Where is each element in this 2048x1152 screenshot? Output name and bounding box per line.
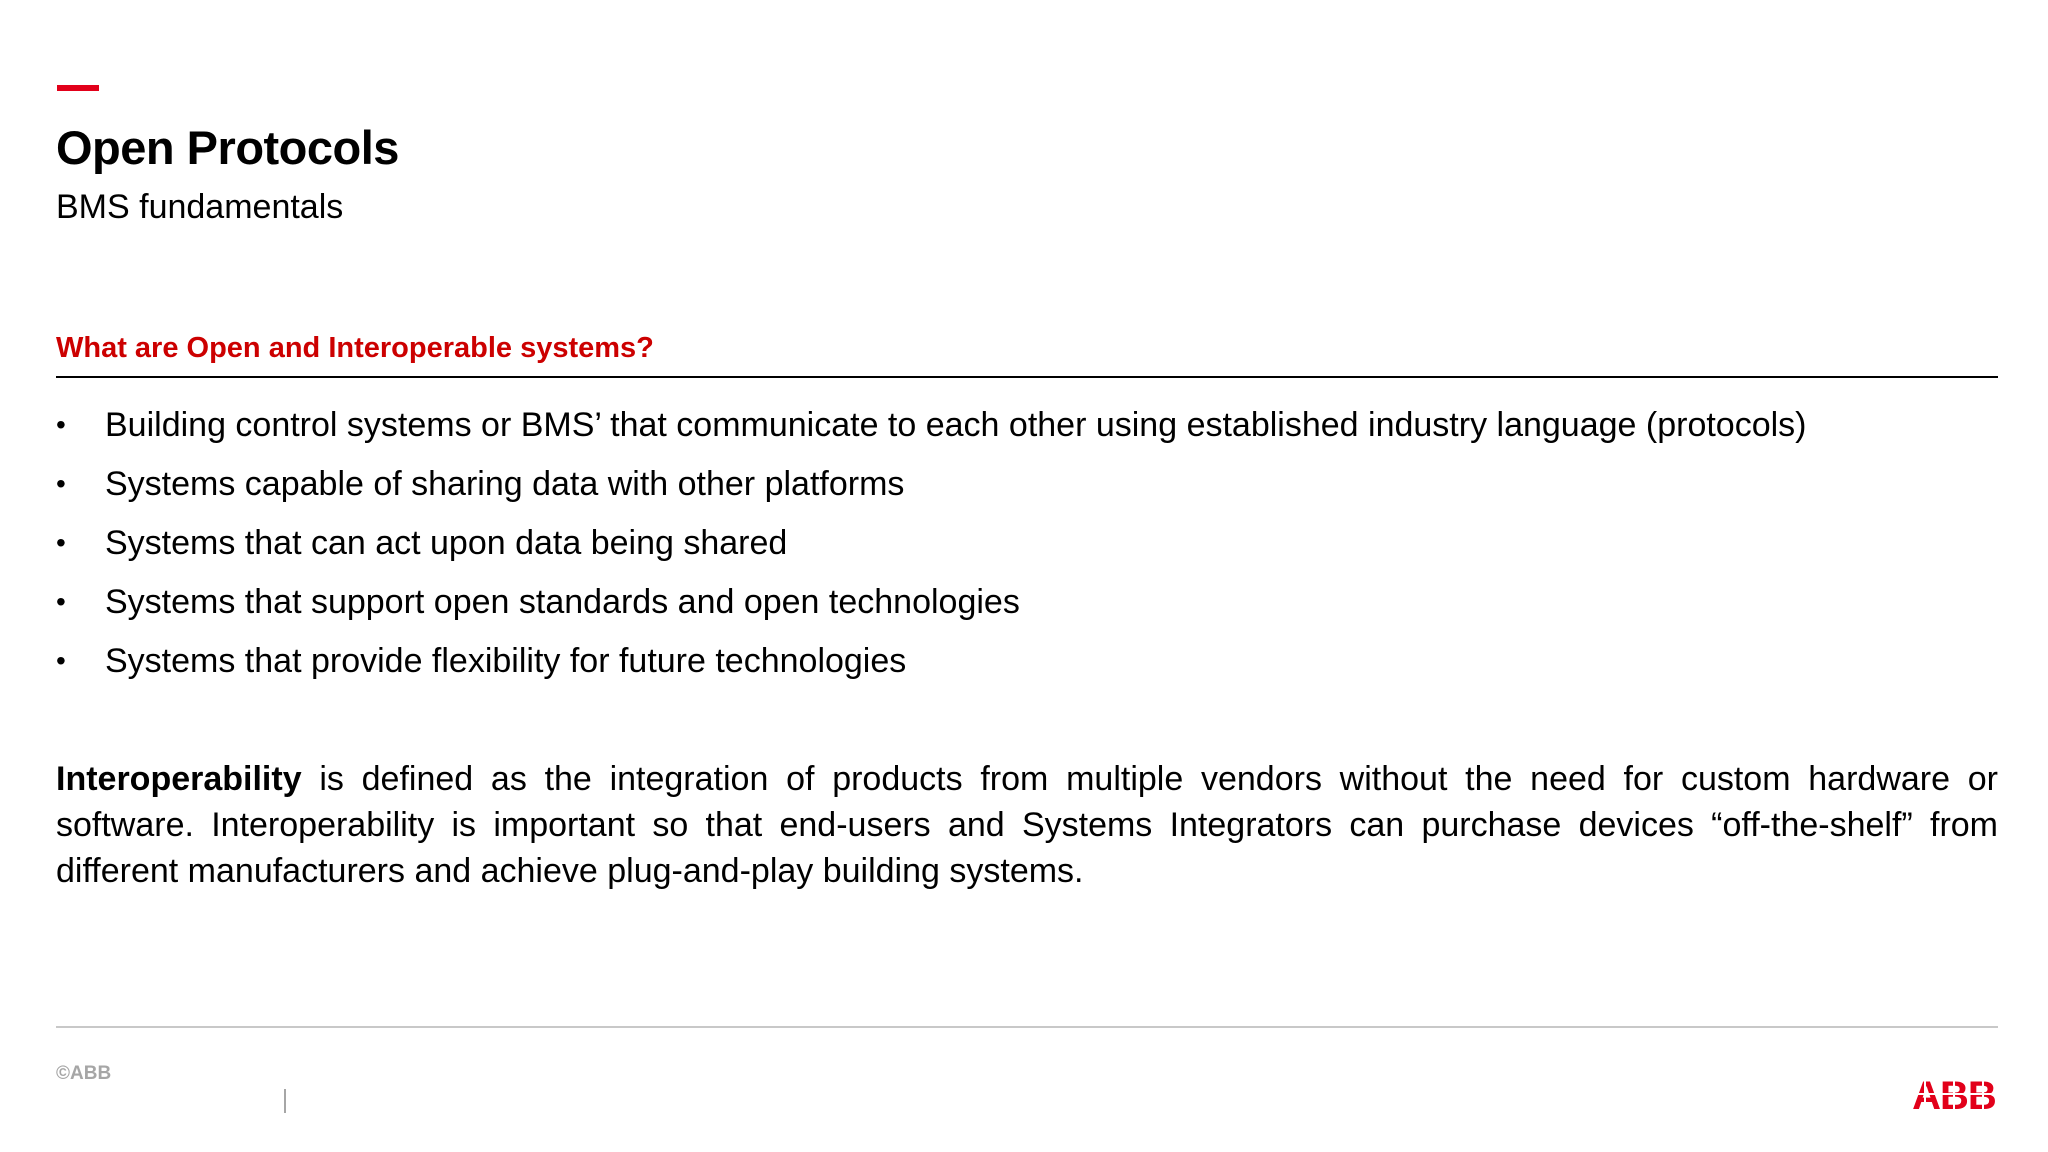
- copyright-notice: ©ABB: [56, 1063, 112, 1084]
- slide-title: Open Protocols: [56, 121, 399, 174]
- bullet-item: [56, 578, 1807, 637]
- footer-divider: [56, 1026, 1998, 1028]
- definition-term: Interoperability: [56, 760, 302, 798]
- accent-dash: [57, 85, 99, 91]
- definition-text: is defined as the integration of products from multiple vendors without the need for custom hardware or software. Interoperability is important so that end-users and Systems Integrators can purchase devices “off-the-shelf” from different manufacturers and achieve plug-and-play building systems.: [56, 760, 1998, 890]
- bullet-list: [56, 401, 1807, 696]
- bullet-item: [56, 637, 1807, 696]
- slide-subtitle: BMS fundamentals: [56, 188, 344, 226]
- bullet-item: [56, 401, 1807, 460]
- bullet-text: Building control systems or BMS’ that communicate to each other using established industry language (protocols): [105, 406, 1807, 444]
- bullet-text: Systems that provide flexibility for future technologies: [105, 642, 907, 680]
- section-heading: What are Open and Interoperable systems?: [56, 332, 654, 364]
- bullet-icon: •: [56, 468, 66, 499]
- bullet-icon: •: [56, 409, 66, 440]
- bullet-icon: •: [56, 527, 66, 558]
- definition-paragraph: [56, 756, 1998, 894]
- abb-logo: [1910, 1076, 1998, 1112]
- bullet-icon: •: [56, 645, 66, 676]
- bullet-item: [56, 519, 1807, 578]
- bullet-text: Systems that support open standards and open technologies: [105, 583, 1020, 621]
- bullet-text: Systems capable of sharing data with other platforms: [105, 465, 905, 503]
- bullet-text: Systems that can act upon data being shared: [105, 524, 788, 562]
- bullet-item: [56, 460, 1807, 519]
- bullet-icon: •: [56, 586, 66, 617]
- footer-separator: [284, 1089, 286, 1113]
- section-divider: [56, 376, 1998, 378]
